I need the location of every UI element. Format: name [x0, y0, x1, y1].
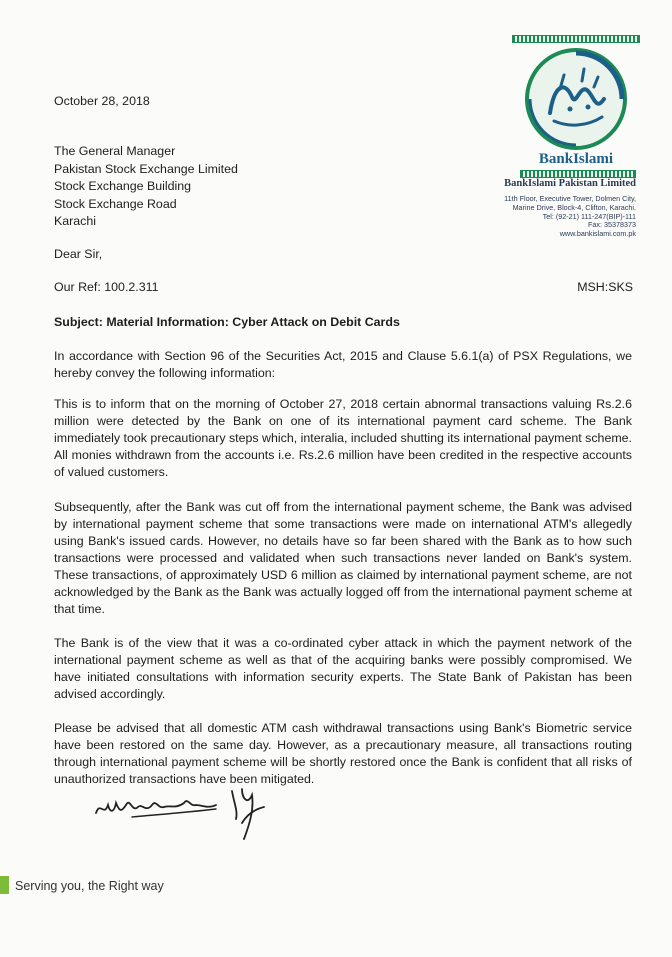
logo-top-strip [512, 35, 640, 43]
reference-number: Our Ref: 100.2.311 [54, 280, 159, 294]
recipient-line: Stock Exchange Building [54, 179, 192, 193]
paragraph: Please be advised that all domestic ATM cash withdrawal transactions using Bank's Biometric service have been restored on the same day. However, as a precautionary measure, all transactions routing through international payment scheme will be shortly restored once the Bank is confident that all risks of unauthorized transactions have been mitigated. [54, 721, 632, 786]
bank-logo [512, 35, 640, 178]
letter-date: October 28, 2018 [54, 94, 150, 108]
address-line: 11th Floor, Executive Tower, Dolmen City, [504, 194, 636, 203]
company-address [504, 195, 636, 239]
paragraph: The Bank is of the view that it was a co-ordinated cyber attack in which the payment network of the international payment scheme as well as that of the acquiring banks were possibly compromised. We have initiated consultations with information security experts. The State Bank of Pakistan has been advised accordingly. [54, 636, 632, 701]
footer-accent-bar [0, 876, 9, 894]
website-link[interactable]: www.bankislami.com.pk [559, 229, 636, 239]
recipient-line: Pakistan Stock Exchange Limited [54, 161, 238, 176]
recipient-address [54, 143, 238, 231]
salutation: Dear Sir, [54, 247, 103, 261]
recipient-line: The General Manager [54, 144, 176, 158]
paragraph: This is to inform that on the morning of October 27, 2018 certain abnormal transactions valuing Rs.2.6 million were detected by the Bank on one of its international payment card scheme. The Bank immediately took precautionary steps which, interalia, included shutting its international payment scheme. All monies withdrawn from the accounts i.e. Rs.2.6 million have been credited in the respective accounts of valued customers. [54, 397, 632, 479]
address-line: Tel: (92-21) 111-247(BIP)-111 [542, 211, 636, 221]
paragraph: Subsequently, after the Bank was cut off from the international payment scheme, the Bank was advised by international payment scheme that some transactions were made on international ATM's allegedly using Bank's issued cards. However, no details have so far been shared with the Bank as to how such transactions were processed and validated when such transactions never landed on Bank's system. These transactions, of approximately USD 6 million as claimed by international payment scheme, are not acknowledged by the Bank as the Bank was actually logged off from the international payment scheme at that time. [54, 500, 632, 616]
footer-tagline: Serving you, the Right way [15, 879, 164, 893]
recipient-line: Karachi [54, 214, 97, 228]
reference-initials: MSH:SKS [577, 280, 633, 294]
address-line: Fax: 35378373 [588, 220, 636, 230]
recipient-line: Stock Exchange Road [54, 196, 177, 211]
logo-bottom-strip [520, 170, 636, 178]
signature [92, 783, 292, 843]
brand-name: BankIslami [538, 151, 614, 167]
paragraph: In accordance with Section 96 of the Securities Act, 2015 and Clause 5.6.1(a) of PSX Regulations, we hereby convey the following information: [54, 349, 632, 380]
company-name: BankIslami Pakistan Limited [504, 178, 636, 189]
address-line: Marine Drive, Block-4, Clifton, Karachi. [512, 202, 636, 212]
calligraphy-emblem-icon [524, 47, 628, 151]
subject-line: Subject: Material Information: Cyber Attack on Debit Cards [54, 315, 400, 329]
